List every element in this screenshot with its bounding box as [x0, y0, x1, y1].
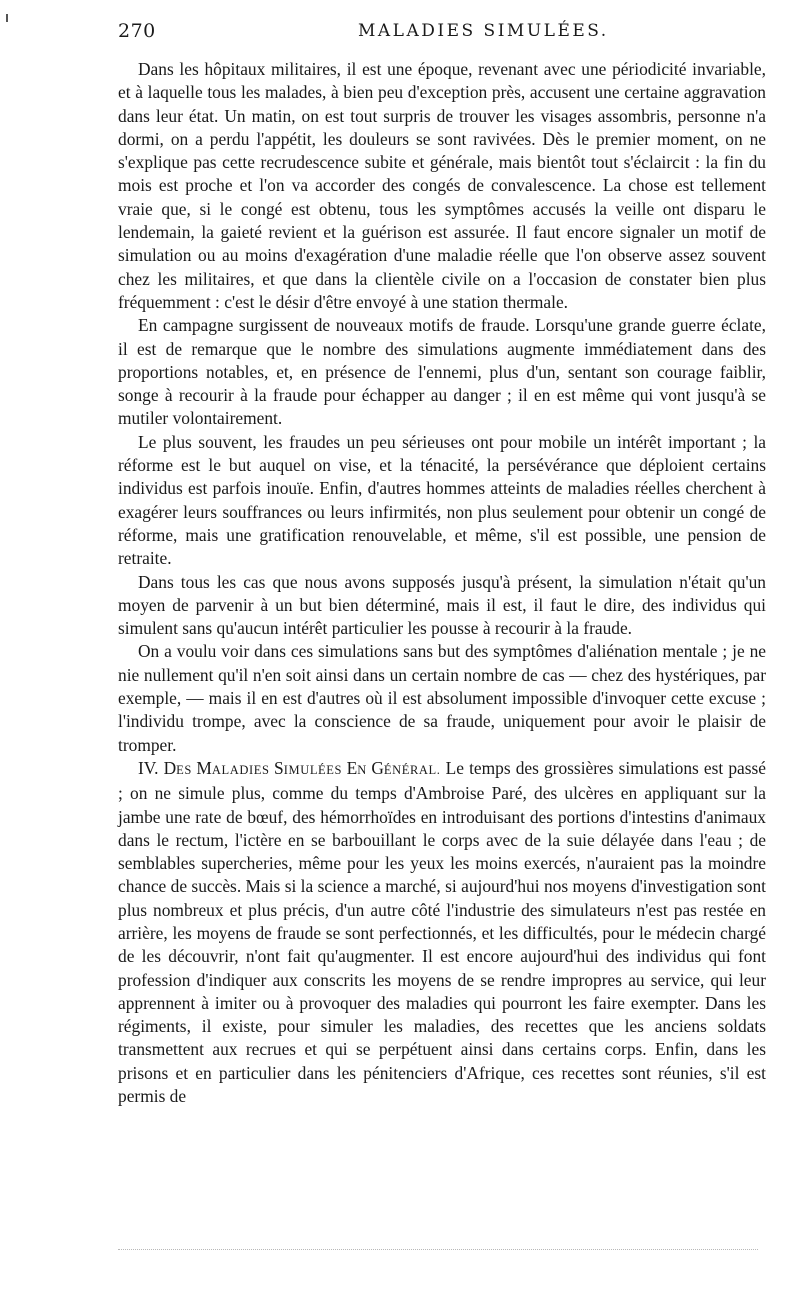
- section-number: IV.: [138, 757, 159, 778]
- paragraph: Dans les hôpitaux militaires, il est une époque, revenant avec une périodicité invariable, et à laquelle tous les malades, à bien peu d'exception près, accusent une certaine aggravation dans leur état. Un matin, on est tout surpris de trouver les visages assombris, personne n'a dormi, on a perdu l'appétit, les douleurs se sont ravivées. Dès le premier moment, on ne s'explique pas cette recrudescence subite et générale, mais bientôt tout s'éclaircit : la fin du mois est proche et l'on va accorder des congés de convalescence. La chose est tellement vraie que, si le congé est obtenu, tous les symptômes accusés la veille ont disparu le lendemain, la gaieté revient et la guérison est assurée. Il faut encore signaler un motif de simulation ou au moins d'exagération d'une maladie réelle que l'on observe assez souvent chez les militaires, et que dans la clientèle civile on a l'occasion de constater bien plus fréquemment : c'est le désir d'être envoyé à une station thermale.: [118, 59, 766, 312]
- margin-mark: [6, 14, 8, 22]
- section-title: DES MALADIES SIMULÉES EN GÉNÉRAL.: [163, 757, 441, 778]
- paragraph: On a voulu voir dans ces simulations sans but des symptômes d'aliénation mentale ; je ne nie nullement qu'il n'en soit ainsi dans un certain nombre de cas — chez des hystériques, par exemple, — mais il en est d'autres où il est absolument impossible d'invoquer cette excuse ; l'individu trompe, avec la conscience de sa fraude, uniquement pour avoir le plaisir de tromper.: [118, 641, 766, 755]
- body-text: [118, 58, 766, 1108]
- paragraph: Le plus souvent, les fraudes un peu sérieuses ont pour mobile un intérêt important ; la réforme est le but auquel on vise, et la ténacité, la persévérance que déploient certains individus est parfois inouïe. Enfin, d'autres hommes atteints de maladies réelles cherchent à exagérer leurs souffrances ou leurs infirmités, non plus seulement pour obtenir un congé de réforme, mais une gratification renouvelable, et même, s'il est possible, une pension de retraite.: [118, 431, 766, 569]
- running-title: MALADIES SIMULÉES.: [358, 21, 609, 41]
- page-number: 270: [118, 20, 156, 42]
- footer-dotted-rule: [118, 1249, 758, 1250]
- paragraph: En campagne surgissent de nouveaux motifs de fraude. Lorsqu'une grande guerre éclate, il est de remarque que le nombre des simulations augmente immédiatement dans des proportions notables, et, en présence de l'ennemi, plus d'un, sentant son courage faiblir, songe à recourir à la fraude pour échapper au danger ; il en est même qui vont jusqu'à se mutiler volontairement.: [118, 315, 766, 429]
- section-text: Le temps des grossières simulations est passé ; on ne simule plus, comme du temps d'Ambroise Paré, des ulcères en appliquant sur la jambe une rate de bœuf, des hémorrhoïdes en introduisant des portions d'intestins d'animaux dans le rectum, l'ictère en se barbouillant le corps avec de la suie délayée dans l'eau ; de semblables supercheries, même pour les yeux les moins exercés, n'auraient pas la moindre chance de succès. Mais si la science a marché, si aujourd'hui nos moyens d'investigation sont plus nombreux et plus précis, d'un autre côté l'industrie des simulateurs n'est pas restée en arrière, les moyens de fraude se sont perfectionnés, et les difficultés, pour le médecin chargé de les découvrir, n'ont fait qu'augmenter. Il est encore aujourd'hui des individus qui font profession d'indiquer aux conscrits les moyens de se rendre impropres au service, qui leur apprennent à imiter ou à provoquer des maladies qui pourront les faire exempter. Dans les régiments, il existe, pour simuler les maladies, des recettes que les anciens soldats transmettent aux recrues et qui se perpétuent ainsi dans certains corps. Enfin, dans les prisons et en particulier dans les pénitenciers d'Afrique, ces recettes sont réunies, s'il est permis de: [118, 757, 766, 1107]
- section-paragraph: [118, 757, 766, 1108]
- page-header: [118, 20, 768, 50]
- paragraph: Dans tous les cas que nous avons supposés jusqu'à présent, la simulation n'était qu'un moyen de parvenir à un but bien déterminé, mais il est, il faut le dire, des individus qui simulent sans qu'aucun intérêt particulier les pousse à recourir à la fraude.: [118, 571, 766, 639]
